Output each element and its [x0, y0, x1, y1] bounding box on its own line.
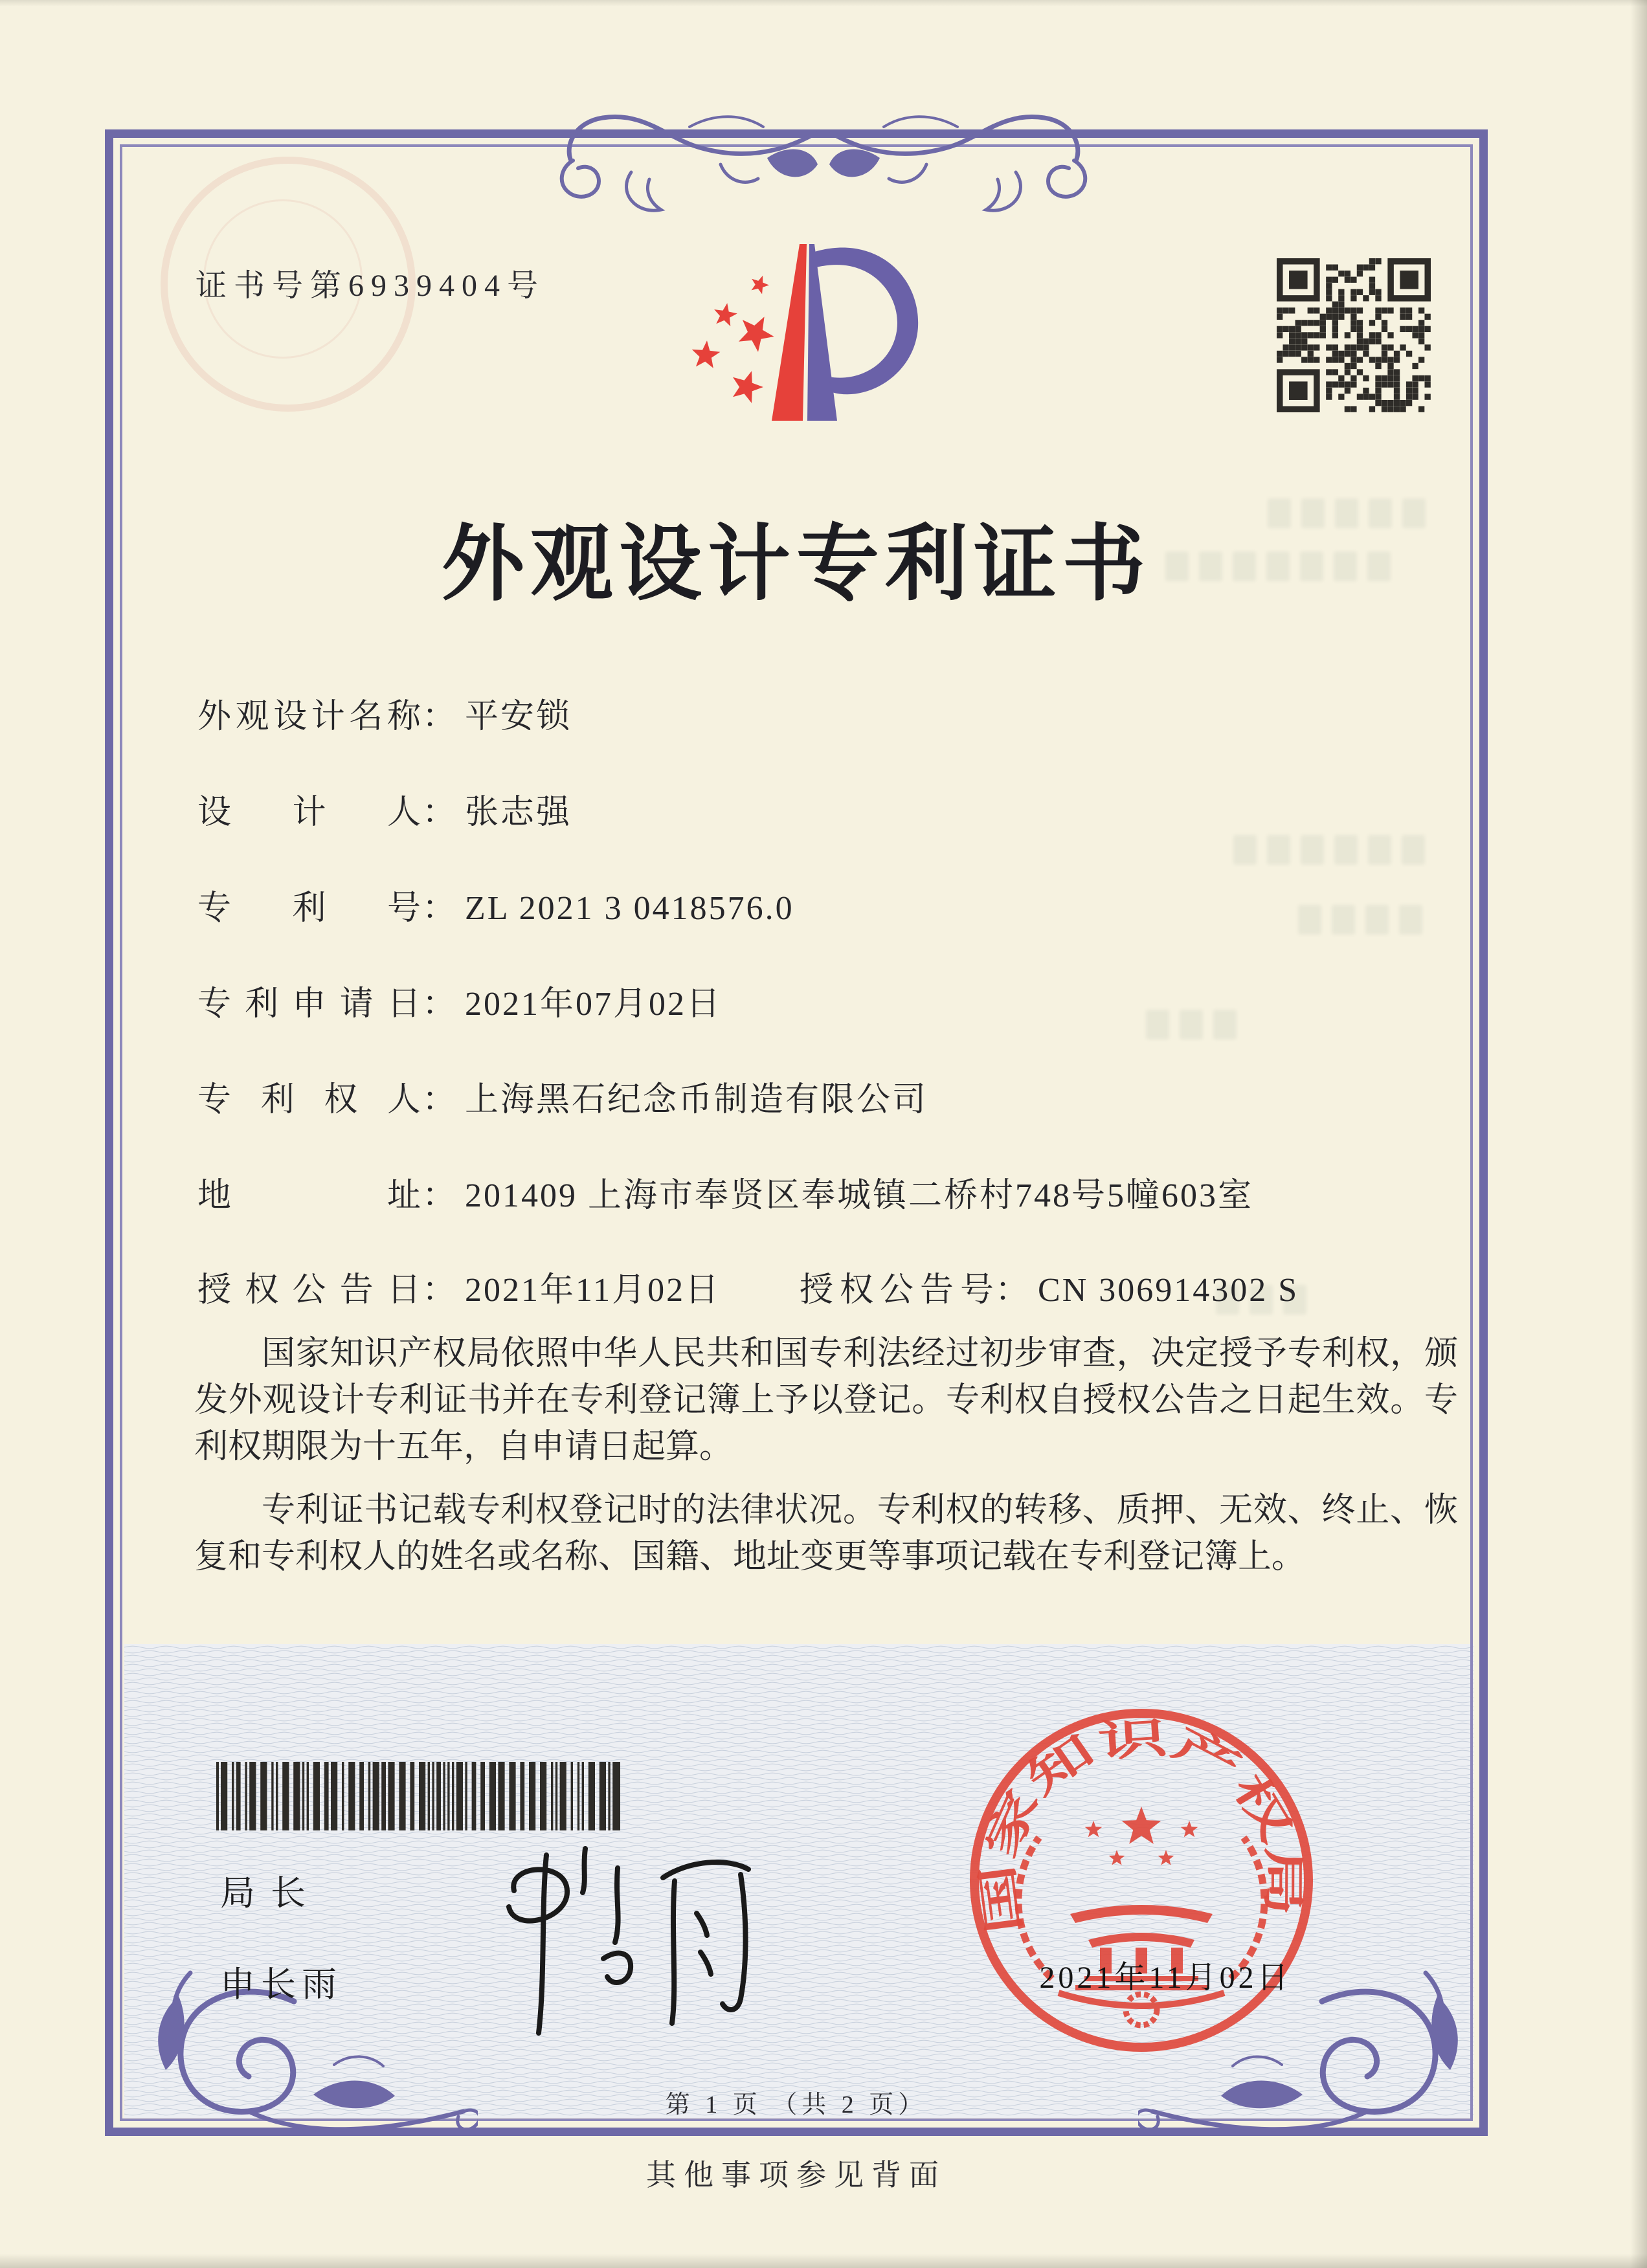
grant-row — [0, 1262, 1647, 1307]
seal-date: 2021年11月02日 — [1039, 1961, 1292, 1995]
field-value: 张志强 — [465, 794, 572, 831]
certificate-title: 外观设计专利证书 — [441, 518, 1151, 610]
field-label: 外 观 设 计 名 称 — [197, 698, 421, 735]
field-row-patentee: 专 利 权 人 ： 上海黑石纪念币制造有限公司 — [197, 1072, 928, 1120]
director-name: 申长雨 — [220, 1965, 342, 2004]
body-paragraph: 国家知识产权局依照中华人民共和国专利法经过初步审查，决定授予专利权，颁发外观设计专利证书并在专利登记簿上予以登记。专利权自授权公告之日起生效。专利权期限为十五年，自申请日起算。 — [194, 1335, 1458, 1465]
certificate-number: 证书号第6939404号 — [196, 269, 546, 303]
field-label: 专 利 号 — [197, 890, 421, 927]
field-value: 2021年11月02日 — [465, 1272, 721, 1309]
field-value: 201409 上海市奉贤区奉城镇二桥村748号5幢603室 — [465, 1177, 1254, 1214]
field-label: 专 利 申 请 日 — [197, 986, 421, 1023]
field-label: 授 权 公 告 日 — [197, 1272, 421, 1309]
page-indicator: 第 1 页 （共 2 页） — [665, 2091, 928, 2118]
field-row-designer: 设 计 人 ： 张志强 — [197, 784, 572, 833]
field-value: 2021年07月02日 — [465, 986, 723, 1023]
director-title: 局长 — [220, 1874, 321, 1913]
field-label: 设 计 人 — [197, 794, 421, 831]
grant-number-pair: 授 权 公 告 号 ： CN 306914302 S — [800, 1262, 1299, 1311]
field-row-design-name: 外 观 设 计 名 称 ： 平安锁 — [197, 689, 572, 737]
field-value: 平安锁 — [465, 698, 572, 735]
back-side-note: 其他事项参见背面 — [646, 2159, 947, 2192]
barcode — [216, 1762, 623, 1830]
grant-date-pair: 授 权 公 告 日 ： 2021年11月02日 — [197, 1262, 721, 1311]
field-value: ZL 2021 3 0418576.0 — [465, 890, 794, 927]
field-row-patent-number: 专 利 号 ： ZL 2021 3 0418576.0 — [197, 880, 794, 929]
scan-edge-shadow — [0, 0, 1647, 6]
field-value: 上海黑石纪念币制造有限公司 — [465, 1082, 928, 1118]
field-row-address: 地 址 ： 201409 上海市奉贤区奉城镇二桥村748号5幢603室 — [197, 1168, 1253, 1216]
top-center-flourish-ornament — [554, 76, 1093, 232]
field-label: 授 权 公 告 号 — [800, 1272, 994, 1309]
seal-ring-text: 国家知识产权局 — [977, 1716, 1306, 1937]
director-block — [220, 1865, 342, 2007]
director-signature-handwriting — [469, 1829, 792, 2049]
official-red-seal — [961, 1700, 1321, 2060]
qr-code — [1274, 256, 1433, 415]
scan-edge-shadow — [0, 2254, 1647, 2268]
field-value: CN 306914302 S — [1038, 1272, 1299, 1309]
legal-body-text — [194, 1331, 1458, 1597]
cnipa-logo-icon — [680, 214, 939, 460]
field-label: 地 址 — [197, 1177, 421, 1214]
field-row-filing-date: 专 利 申 请 日 ： 2021年07月02日 — [197, 976, 722, 1025]
field-label: 专 利 权 人 — [197, 1082, 421, 1118]
body-paragraph: 专利证书记载专利权登记时的法律状况。专利权的转移、质押、无效、终止、恢复和专利权人的姓名或名称、国籍、地址变更等事项记载在专利登记簿上。 — [194, 1492, 1458, 1575]
scan-edge-shadow — [1630, 0, 1647, 2268]
